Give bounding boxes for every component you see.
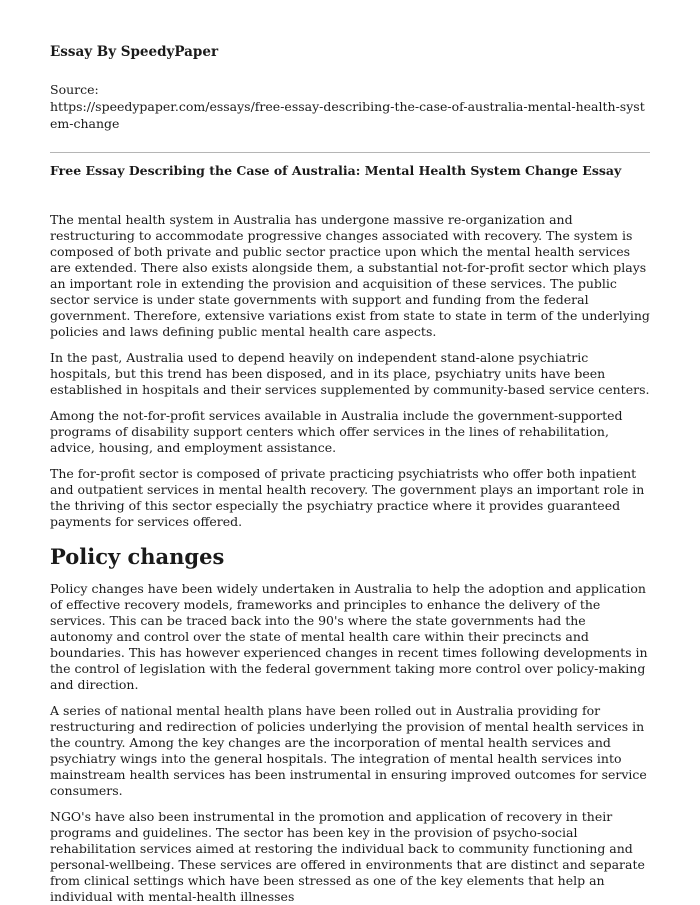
source-url: https://speedypaper.com/essays/free-essay-describing-the-case-of-australia-mental-health-system-change: [50, 99, 645, 131]
intro-paragraph-3: Among the not-for-profit services available in Australia include the government-supported programs of disability support centers which offer services in the lines of rehabilitation, advice, housing, and employment assistance.: [50, 408, 623, 455]
essay-title: Free Essay Describing the Case of Australia: Mental Health System Change Essay: [50, 163, 622, 178]
section-paragraph-3: NGO's have also been instrumental in the promotion and application of recovery in their programs and guidelines. The sector has been key in the provision of psycho-social rehabilitation services aimed at restoring the individual back to community functioning and personal-wellbeing. These services are offered in environments that are distinct and separate from clinical settings which have been stressed as one of the key elements that help an individual with mental-health illnesses: [50, 809, 645, 904]
intro-paragraph-4: The for-profit sector is composed of private practicing psychiatrists who offer both inpatient and outpatient services in mental health recovery. The government plays an important role in the thriving of this sector especially the psychiatry practice where it provides guaranteed payments for services offered.: [50, 466, 645, 529]
section-paragraph-1: Policy changes have been widely undertaken in Australia to help the adoption and application of effective recovery models, frameworks and principles to enhance the delivery of the services. This can be traced back into the 90's where the state governments had the autonomy and control over the state of mental health care within their precincts and boundaries. This has however experienced changes in recent times following developments in the control of legislation with the federal government taking more control over policy-making and direction.: [50, 581, 648, 692]
section-heading: Policy changes: [50, 544, 225, 569]
brand-label: Essay By SpeedyPaper: [50, 44, 219, 60]
header-divider: [50, 152, 650, 153]
section-paragraph-2: A series of national mental health plans have been rolled out in Australia providing for restructuring and redirection of policies underlying the provision of mental health services in the country. Among the key changes are the incorporation of mental health services and psychiatry wings into the general hospitals. The integration of mental health services into mainstream health services has been instrumental in ensuring improved outcomes for service consumers.: [50, 703, 647, 798]
source-label: Source:: [50, 82, 99, 97]
intro-paragraph-1: The mental health system in Australia has undergone massive re-organization and restructuring to accommodate progressive changes associated with recovery. The system is composed of both private and public sector practice upon which the mental health services are extended. There also exists alongside them, a substantial not-for-profit sector which plays an important role in extending the provision and acquisition of these services. The public sector service is under state governments with support and funding from the federal government. Therefore, extensive variations exist from state to state in term of the underlying policies and laws defining public mental health care aspects.: [50, 212, 650, 339]
intro-paragraph-2: In the past, Australia used to depend heavily on independent stand-alone psychiatric hospitals, but this trend has been disposed, and in its place, psychiatry units have been established in hospitals and their services supplemented by community-based service centers.: [50, 350, 650, 397]
